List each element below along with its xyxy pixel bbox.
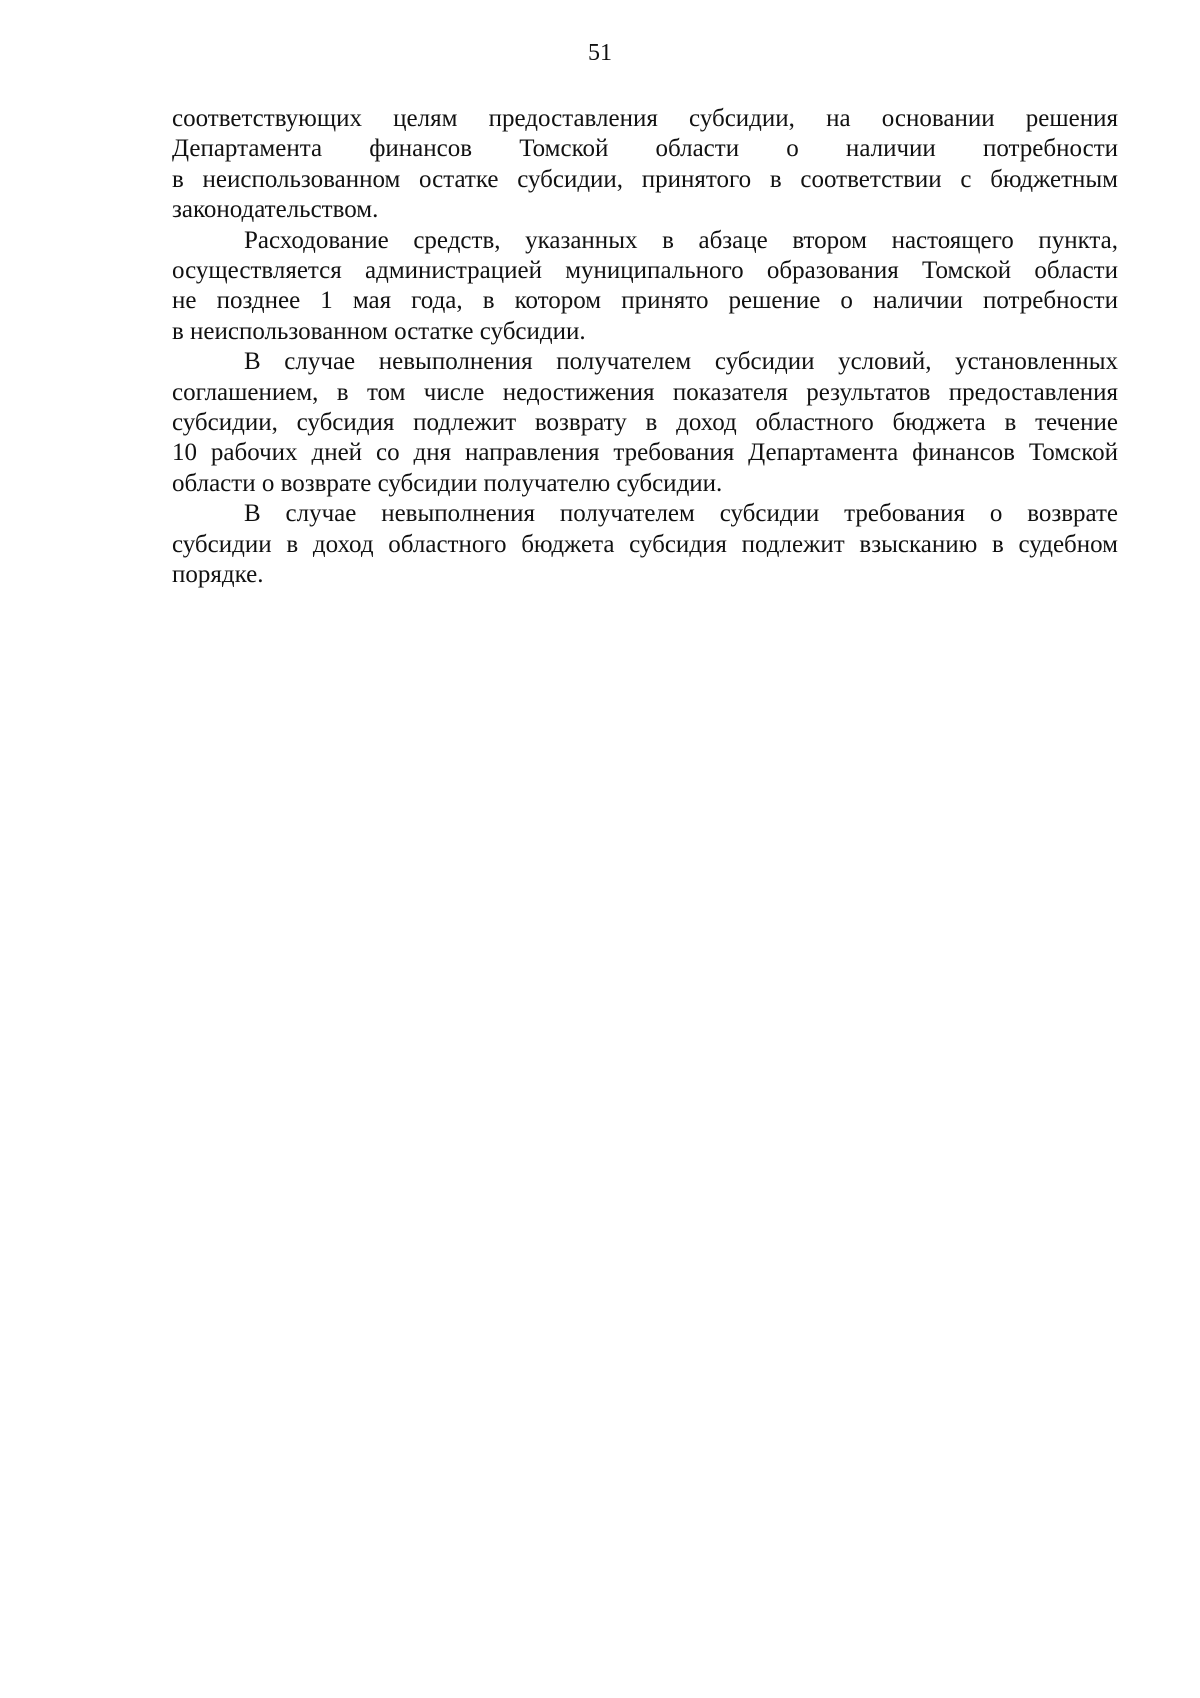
paragraph-3-line-4: 10 рабочих дней со дня направления требования Департамента финансов Томской: [172, 439, 1118, 467]
paragraph-4-line-3: порядке.: [172, 561, 264, 589]
paragraph-2-line-3: не позднее 1 мая года, в котором принято решение о наличии потребности: [172, 287, 1118, 315]
document-body: [172, 104, 1118, 591]
paragraph-3-line-2: соглашением, в том числе недостижения показателя результатов предоставления: [172, 378, 1118, 406]
paragraph-4-line-1: В случае невыполнения получателем субсидии требования о возврате: [244, 500, 1118, 528]
paragraph-2-line-4: в неиспользованном остатке субсидии.: [172, 317, 586, 345]
paragraph-4: [172, 499, 1118, 590]
paragraph-4-line-2: субсидии в доход областного бюджета субсидия подлежит взысканию в судебном: [172, 530, 1118, 558]
paragraph-1-line-2: Департамента финансов Томской области о наличии потребности: [172, 135, 1118, 163]
paragraph-3-line-5: области о возврате субсидии получателю субсидии.: [172, 469, 723, 497]
paragraph-1-line-1: соответствующих целям предоставления субсидии, на основании решения: [172, 105, 1118, 132]
paragraph-2: [172, 226, 1118, 348]
paragraph-1: [172, 104, 1118, 226]
page-number: 51: [588, 40, 612, 66]
paragraph-2-line-2: осуществляется администрацией муниципального образования Томской области: [172, 257, 1118, 285]
paragraph-3-line-1: В случае невыполнения получателем субсидии условий, установленных: [244, 348, 1118, 376]
paragraph-3-line-3: субсидии, субсидия подлежит возврату в доход областного бюджета в течение: [172, 409, 1118, 437]
paragraph-1-line-4: законодательством.: [172, 196, 379, 224]
paragraph-1-line-3: в неиспользованном остатке субсидии, принятого в соответствии с бюджетным: [172, 165, 1118, 193]
paragraph-3: [172, 347, 1118, 499]
paragraph-2-line-1: Расходование средств, указанных в абзаце втором настоящего пункта,: [244, 226, 1118, 254]
